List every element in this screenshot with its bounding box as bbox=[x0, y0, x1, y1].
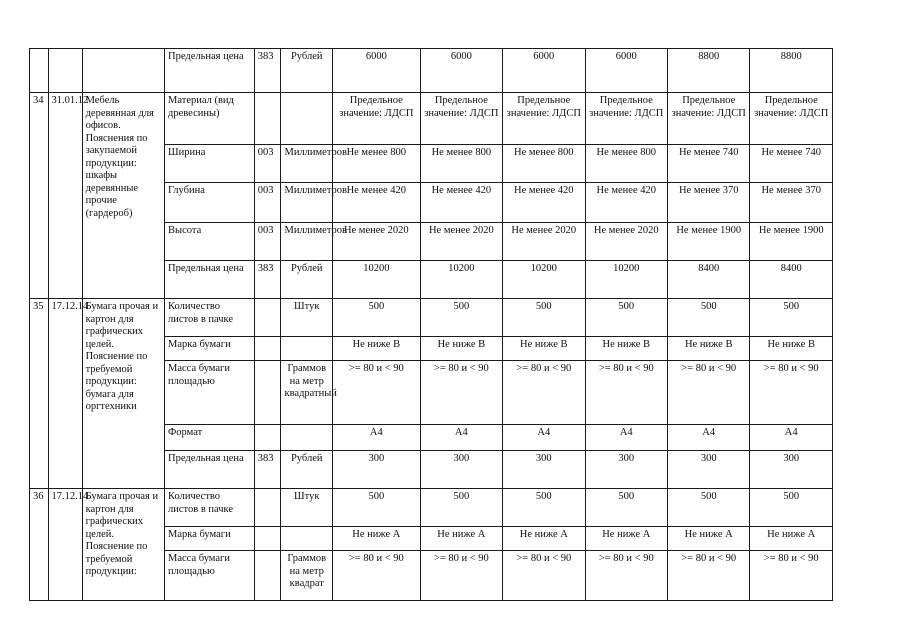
unit-name-cell: Миллиметров bbox=[281, 183, 333, 223]
value-cell: Не ниже В bbox=[333, 337, 421, 361]
value-cell: 300 bbox=[750, 451, 833, 489]
unit-code-cell bbox=[254, 337, 281, 361]
value-cell: Не менее 2020 bbox=[333, 223, 421, 261]
value-cell: >= 80 и < 90 bbox=[333, 361, 421, 425]
table-body bbox=[30, 49, 833, 601]
attribute-cell: Марка бумаги bbox=[165, 527, 255, 551]
value-cell: 6000 bbox=[503, 49, 585, 93]
value-cell: 10200 bbox=[420, 261, 502, 299]
value-cell: Предельное значение: ЛДСП bbox=[503, 93, 585, 145]
unit-code-cell bbox=[254, 551, 281, 601]
table-row bbox=[30, 489, 833, 527]
unit-name-cell: Миллиметров bbox=[281, 223, 333, 261]
value-cell: >= 80 и < 90 bbox=[333, 551, 421, 601]
value-cell: 500 bbox=[750, 299, 833, 337]
value-cell: 300 bbox=[667, 451, 749, 489]
value-cell: 500 bbox=[420, 299, 502, 337]
unit-name-cell: Граммов на метр квадрат bbox=[281, 551, 333, 601]
row-number-cell bbox=[30, 49, 49, 93]
value-cell: А4 bbox=[667, 425, 749, 451]
value-cell: 500 bbox=[333, 489, 421, 527]
value-cell: 6000 bbox=[333, 49, 421, 93]
unit-name-cell bbox=[281, 425, 333, 451]
value-cell: 300 bbox=[503, 451, 585, 489]
attribute-cell: Масса бумаги площадью bbox=[165, 551, 255, 601]
table-row bbox=[30, 299, 833, 337]
value-cell: Не ниже А bbox=[503, 527, 585, 551]
value-cell: 300 bbox=[333, 451, 421, 489]
value-cell: Не ниже А bbox=[750, 527, 833, 551]
value-cell: Не менее 1900 bbox=[750, 223, 833, 261]
attribute-cell: Ширина bbox=[165, 145, 255, 183]
value-cell: 6000 bbox=[585, 49, 667, 93]
value-cell: >= 80 и < 90 bbox=[750, 551, 833, 601]
unit-code-cell: 383 bbox=[254, 261, 281, 299]
value-cell: Не менее 740 bbox=[750, 145, 833, 183]
value-cell: >= 80 и < 90 bbox=[503, 551, 585, 601]
value-cell: 10200 bbox=[503, 261, 585, 299]
value-cell: >= 80 и < 90 bbox=[585, 361, 667, 425]
value-cell: Не ниже В bbox=[585, 337, 667, 361]
unit-code-cell: 383 bbox=[254, 49, 281, 93]
value-cell: 500 bbox=[503, 299, 585, 337]
unit-name-cell: Миллиметров bbox=[281, 145, 333, 183]
product-name-cell: Бумага прочая и картон для графических целей. Пояснение по требуемой продукции: бумага для оргтехники bbox=[82, 299, 164, 489]
value-cell: Не менее 2020 bbox=[585, 223, 667, 261]
value-cell: >= 80 и < 90 bbox=[667, 551, 749, 601]
value-cell: 10200 bbox=[585, 261, 667, 299]
attribute-cell: Формат bbox=[165, 425, 255, 451]
unit-name-cell: Рублей bbox=[281, 49, 333, 93]
value-cell: Не менее 2020 bbox=[420, 223, 502, 261]
value-cell: 500 bbox=[585, 489, 667, 527]
attribute-cell: Глубина bbox=[165, 183, 255, 223]
value-cell: А4 bbox=[750, 425, 833, 451]
unit-name-cell bbox=[281, 93, 333, 145]
value-cell: Не ниже В bbox=[667, 337, 749, 361]
unit-code-cell: 383 bbox=[254, 451, 281, 489]
okpd-code-cell: 17.12.14 bbox=[48, 299, 82, 489]
unit-code-cell bbox=[254, 93, 281, 145]
value-cell: Не ниже А bbox=[333, 527, 421, 551]
attribute-cell: Предельная цена bbox=[165, 49, 255, 93]
value-cell: 8400 bbox=[667, 261, 749, 299]
value-cell: Предельное значение: ЛДСП bbox=[420, 93, 502, 145]
attribute-cell: Высота bbox=[165, 223, 255, 261]
value-cell: 300 bbox=[585, 451, 667, 489]
table-row bbox=[30, 49, 833, 93]
okpd-code-cell bbox=[48, 49, 82, 93]
row-number-cell: 34 bbox=[30, 93, 49, 299]
value-cell: Не менее 2020 bbox=[503, 223, 585, 261]
value-cell: Предельное значение: ЛДСП bbox=[750, 93, 833, 145]
document-sheet bbox=[29, 48, 833, 601]
value-cell: Не ниже А bbox=[420, 527, 502, 551]
row-number-cell: 35 bbox=[30, 299, 49, 489]
value-cell: >= 80 и < 90 bbox=[585, 551, 667, 601]
value-cell: 500 bbox=[667, 299, 749, 337]
value-cell: Не менее 800 bbox=[420, 145, 502, 183]
value-cell: А4 bbox=[420, 425, 502, 451]
okpd-code-cell: 17.12.14 bbox=[48, 489, 82, 601]
value-cell: Предельное значение: ЛДСП bbox=[667, 93, 749, 145]
value-cell: Предельное значение: ЛДСП bbox=[585, 93, 667, 145]
value-cell: Предельное значение: ЛДСП bbox=[333, 93, 421, 145]
value-cell: Не менее 420 bbox=[503, 183, 585, 223]
value-cell: 300 bbox=[420, 451, 502, 489]
okpd-code-cell: 31.01.12 bbox=[48, 93, 82, 299]
value-cell: 500 bbox=[585, 299, 667, 337]
value-cell: А4 bbox=[503, 425, 585, 451]
attribute-cell: Масса бумаги площадью bbox=[165, 361, 255, 425]
unit-code-cell bbox=[254, 299, 281, 337]
unit-code-cell bbox=[254, 361, 281, 425]
product-name-cell: Мебель деревянная для офисов. Пояснения по закупаемой продукции: шкафы деревянные прочие (гардероб) bbox=[82, 93, 164, 299]
value-cell: Не менее 800 bbox=[585, 145, 667, 183]
product-name-cell: Бумага прочая и картон для графических целей. Пояснение по требуемой продукции: bbox=[82, 489, 164, 601]
value-cell: 6000 bbox=[420, 49, 502, 93]
row-number-cell: 36 bbox=[30, 489, 49, 601]
value-cell: 500 bbox=[750, 489, 833, 527]
value-cell: Не менее 420 bbox=[585, 183, 667, 223]
value-cell: Не ниже А bbox=[585, 527, 667, 551]
value-cell: 500 bbox=[503, 489, 585, 527]
value-cell: >= 80 и < 90 bbox=[750, 361, 833, 425]
value-cell: >= 80 и < 90 bbox=[503, 361, 585, 425]
value-cell: 8400 bbox=[750, 261, 833, 299]
unit-name-cell bbox=[281, 337, 333, 361]
value-cell: Не менее 800 bbox=[333, 145, 421, 183]
unit-name-cell: Рублей bbox=[281, 261, 333, 299]
value-cell: >= 80 и < 90 bbox=[420, 361, 502, 425]
attribute-cell: Марка бумаги bbox=[165, 337, 255, 361]
attribute-cell: Предельная цена bbox=[165, 261, 255, 299]
value-cell: 500 bbox=[667, 489, 749, 527]
value-cell: Не менее 1900 bbox=[667, 223, 749, 261]
unit-code-cell bbox=[254, 527, 281, 551]
unit-code-cell: 003 bbox=[254, 145, 281, 183]
value-cell: 10200 bbox=[333, 261, 421, 299]
attribute-cell: Количество листов в пачке bbox=[165, 299, 255, 337]
value-cell: 8800 bbox=[750, 49, 833, 93]
value-cell: Не ниже В bbox=[503, 337, 585, 361]
unit-code-cell: 003 bbox=[254, 183, 281, 223]
value-cell: А4 bbox=[585, 425, 667, 451]
value-cell: А4 bbox=[333, 425, 421, 451]
unit-name-cell: Граммов на метр квадратный bbox=[281, 361, 333, 425]
value-cell: 500 bbox=[420, 489, 502, 527]
requirements-table bbox=[29, 48, 833, 601]
attribute-cell: Предельная цена bbox=[165, 451, 255, 489]
unit-code-cell bbox=[254, 425, 281, 451]
unit-code-cell bbox=[254, 489, 281, 527]
product-name-cell bbox=[82, 49, 164, 93]
unit-name-cell bbox=[281, 527, 333, 551]
value-cell: 500 bbox=[333, 299, 421, 337]
attribute-cell: Материал (вид древесины) bbox=[165, 93, 255, 145]
value-cell: Не менее 370 bbox=[750, 183, 833, 223]
value-cell: Не ниже В bbox=[750, 337, 833, 361]
value-cell: >= 80 и < 90 bbox=[420, 551, 502, 601]
unit-code-cell: 003 bbox=[254, 223, 281, 261]
value-cell: Не менее 800 bbox=[503, 145, 585, 183]
value-cell: Не менее 420 bbox=[333, 183, 421, 223]
unit-name-cell: Рублей bbox=[281, 451, 333, 489]
unit-name-cell: Штук bbox=[281, 489, 333, 527]
unit-name-cell: Штук bbox=[281, 299, 333, 337]
value-cell: Не менее 370 bbox=[667, 183, 749, 223]
value-cell: Не ниже А bbox=[667, 527, 749, 551]
value-cell: Не ниже В bbox=[420, 337, 502, 361]
value-cell: Не менее 740 bbox=[667, 145, 749, 183]
table-row bbox=[30, 93, 833, 145]
attribute-cell: Количество листов в пачке bbox=[165, 489, 255, 527]
value-cell: >= 80 и < 90 bbox=[667, 361, 749, 425]
value-cell: 8800 bbox=[667, 49, 749, 93]
value-cell: Не менее 420 bbox=[420, 183, 502, 223]
